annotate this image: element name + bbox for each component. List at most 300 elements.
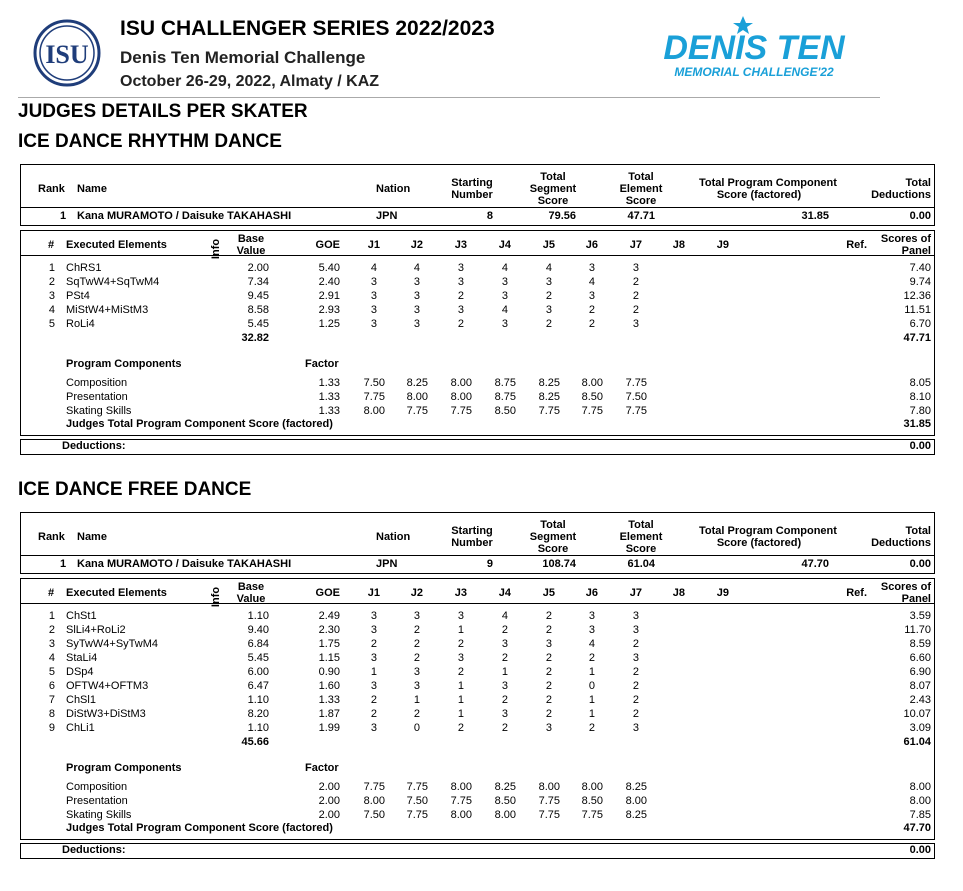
svg-text:MEMORIAL CHALLENGE'22: MEMORIAL CHALLENGE'22 bbox=[674, 65, 834, 79]
element-goe: 0.90 bbox=[318, 666, 340, 678]
element-judge-score: 1 bbox=[370, 666, 377, 678]
component-judge-score: 8.00 bbox=[363, 405, 385, 417]
element-judge-score: 3 bbox=[632, 262, 639, 274]
component-judge-score: 8.50 bbox=[494, 795, 516, 807]
base-value-total: 45.66 bbox=[241, 736, 269, 748]
element-base-value: 9.40 bbox=[247, 624, 269, 636]
component-judge-score: 7.75 bbox=[625, 405, 647, 417]
element-judge-score: 3 bbox=[501, 318, 508, 330]
element-judge-score: 2 bbox=[632, 304, 639, 316]
element-number: 4 bbox=[48, 652, 55, 664]
series-title: ISU CHALLENGER SERIES 2022/2023 bbox=[120, 17, 495, 40]
component-factor: 1.33 bbox=[318, 391, 340, 403]
element-judge-score: 2 bbox=[501, 722, 508, 734]
element-code: SlLi4+RoLi2 bbox=[66, 624, 126, 636]
judge-header-9: J9 bbox=[716, 239, 729, 251]
rank-header: Rank bbox=[38, 183, 65, 195]
component-judge-score: 8.25 bbox=[406, 377, 428, 389]
event-name: Denis Ten Memorial Challenge bbox=[120, 48, 366, 67]
element-judge-score: 3 bbox=[501, 290, 508, 302]
factor-header: Factor bbox=[305, 358, 339, 370]
component-judge-score: 8.75 bbox=[494, 391, 516, 403]
component-name: Composition bbox=[66, 377, 128, 389]
name-header: Name bbox=[77, 531, 107, 543]
event-dates: October 26-29, 2022, Almaty / KAZ bbox=[120, 73, 380, 90]
element-judge-score: 2 bbox=[457, 290, 464, 302]
element-judge-score: 2 bbox=[588, 318, 595, 330]
element-base-value: 6.47 bbox=[247, 680, 269, 692]
element-panel-score: 11.51 bbox=[904, 304, 931, 316]
element-panel-score: 3.09 bbox=[909, 722, 931, 734]
component-judge-score: 8.00 bbox=[450, 809, 472, 821]
component-judge-score: 7.50 bbox=[363, 377, 385, 389]
component-judge-score: 8.50 bbox=[581, 795, 603, 807]
element-goe: 1.75 bbox=[318, 638, 340, 650]
section-title: ICE DANCE RHYTHM DANCE bbox=[18, 131, 282, 152]
element-judge-score: 2 bbox=[632, 290, 639, 302]
element-number: 2 bbox=[48, 276, 55, 288]
element-goe: 1.87 bbox=[318, 708, 340, 720]
judge-header-4: J4 bbox=[498, 587, 511, 599]
judges-details-box bbox=[20, 578, 935, 840]
judge-header-7: J7 bbox=[629, 587, 642, 599]
element-judge-score: 3 bbox=[501, 276, 508, 288]
element-judge-score: 4 bbox=[413, 262, 420, 274]
denis-ten-logo bbox=[643, 14, 865, 80]
element-judge-score: 3 bbox=[413, 610, 420, 622]
element-judge-score: 2 bbox=[632, 638, 639, 650]
element-judge-score: 2 bbox=[457, 318, 464, 330]
element-judge-score: 3 bbox=[501, 680, 508, 692]
total-pcs-header: Total Program Component Score (factored) bbox=[699, 177, 837, 201]
element-code: SyTwW4+SyTwM4 bbox=[66, 638, 158, 650]
element-judge-score: 3 bbox=[588, 610, 595, 622]
element-goe: 1.25 bbox=[318, 318, 340, 330]
component-judge-score: 8.75 bbox=[494, 377, 516, 389]
element-code: ChSt1 bbox=[66, 610, 97, 622]
element-panel-score: 6.90 bbox=[909, 666, 931, 678]
element-code: ChSl1 bbox=[66, 694, 96, 706]
component-judge-score: 7.75 bbox=[406, 781, 428, 793]
element-judge-score: 3 bbox=[413, 318, 420, 330]
component-judge-score: 7.50 bbox=[406, 795, 428, 807]
element-base-value: 6.84 bbox=[247, 638, 269, 650]
element-judge-score: 2 bbox=[501, 624, 508, 636]
element-judge-score: 4 bbox=[588, 638, 595, 650]
element-judge-score: 3 bbox=[545, 638, 552, 650]
element-judge-score: 2 bbox=[370, 694, 377, 706]
component-panel-score: 8.00 bbox=[909, 795, 931, 807]
deductions-label: Deductions: bbox=[62, 844, 126, 856]
element-judge-score: 0 bbox=[413, 722, 420, 734]
element-judge-score: 3 bbox=[588, 624, 595, 636]
goe-header: GOE bbox=[315, 587, 340, 599]
deductions-value: 0.00 bbox=[909, 844, 931, 856]
element-panel-score: 8.07 bbox=[909, 680, 931, 692]
element-code: MiStW4+MiStM3 bbox=[66, 304, 149, 316]
skater-name: Kana MURAMOTO / Daisuke TAKAHASHI bbox=[77, 558, 292, 570]
name-header: Name bbox=[77, 183, 107, 195]
starting-number: 8 bbox=[486, 210, 493, 222]
component-judge-score: 8.00 bbox=[494, 809, 516, 821]
element-judge-score: 3 bbox=[413, 680, 420, 692]
element-judge-score: 1 bbox=[457, 694, 464, 706]
element-judge-score: 1 bbox=[457, 624, 464, 636]
executed-elements-header: Executed Elements bbox=[66, 587, 167, 599]
total-pcs-score: 31.85 bbox=[801, 210, 829, 222]
component-judge-score: 7.75 bbox=[363, 781, 385, 793]
element-judge-score: 2 bbox=[457, 666, 464, 678]
element-number: 1 bbox=[48, 610, 55, 622]
element-judge-score: 2 bbox=[545, 694, 552, 706]
component-judge-score: 7.75 bbox=[450, 405, 472, 417]
component-name: Presentation bbox=[66, 391, 128, 403]
judge-header-5: J5 bbox=[542, 587, 555, 599]
starting-number-header: Starting Number bbox=[451, 525, 493, 549]
element-judge-score: 3 bbox=[545, 722, 552, 734]
element-judge-score: 3 bbox=[632, 624, 639, 636]
element-judge-score: 3 bbox=[588, 262, 595, 274]
rank-header: Rank bbox=[38, 531, 65, 543]
base-value-total: 32.82 bbox=[241, 332, 269, 344]
element-base-value: 7.34 bbox=[247, 276, 269, 288]
judges-total-pcs-label: Judges Total Program Component Score (factored) bbox=[66, 822, 333, 834]
element-judge-score: 4 bbox=[545, 262, 552, 274]
executed-elements-header: Executed Elements bbox=[66, 239, 167, 251]
element-base-value: 1.10 bbox=[247, 694, 269, 706]
component-judge-score: 8.00 bbox=[538, 781, 560, 793]
element-judge-score: 2 bbox=[632, 276, 639, 288]
component-judge-score: 7.75 bbox=[538, 405, 560, 417]
element-goe: 5.40 bbox=[318, 262, 340, 274]
element-judge-score: 1 bbox=[588, 694, 595, 706]
svg-text:ISU: ISU bbox=[45, 40, 89, 69]
component-factor: 2.00 bbox=[318, 781, 340, 793]
judge-header-5: J5 bbox=[542, 239, 555, 251]
element-code: StaLi4 bbox=[66, 652, 98, 664]
element-number: 2 bbox=[48, 624, 55, 636]
total-segment-score: 108.74 bbox=[542, 558, 576, 570]
element-judge-score: 4 bbox=[501, 262, 508, 274]
component-judge-score: 8.50 bbox=[581, 391, 603, 403]
element-base-value: 5.45 bbox=[247, 652, 269, 664]
ref-header: Ref. bbox=[846, 239, 867, 251]
component-judge-score: 7.75 bbox=[406, 405, 428, 417]
element-judge-score: 3 bbox=[457, 276, 464, 288]
total-deductions: 0.00 bbox=[909, 210, 931, 222]
element-judge-score: 2 bbox=[588, 652, 595, 664]
element-code: PSt4 bbox=[66, 290, 90, 302]
nation-header: Nation bbox=[376, 531, 411, 543]
element-code: SqTwW4+SqTwM4 bbox=[66, 276, 160, 288]
total-segment-header: Total Segment Score bbox=[529, 171, 577, 207]
element-base-value: 5.45 bbox=[247, 318, 269, 330]
num-header: # bbox=[48, 239, 55, 251]
component-name: Skating Skills bbox=[66, 405, 132, 417]
isu-logo bbox=[33, 19, 101, 87]
details-header-rule bbox=[20, 255, 935, 256]
element-judge-score: 1 bbox=[501, 666, 508, 678]
element-judge-score: 2 bbox=[545, 666, 552, 678]
element-judge-score: 2 bbox=[501, 652, 508, 664]
element-base-value: 1.10 bbox=[247, 610, 269, 622]
element-base-value: 9.45 bbox=[247, 290, 269, 302]
element-goe: 1.33 bbox=[318, 694, 340, 706]
ref-header: Ref. bbox=[846, 587, 867, 599]
element-goe: 1.15 bbox=[318, 652, 340, 664]
header-rule bbox=[18, 97, 880, 98]
component-judge-score: 7.75 bbox=[581, 405, 603, 417]
component-judge-score: 8.00 bbox=[363, 795, 385, 807]
judge-header-9: J9 bbox=[716, 587, 729, 599]
element-judge-score: 4 bbox=[370, 262, 377, 274]
skater-rank: 1 bbox=[60, 558, 67, 570]
element-judge-score: 3 bbox=[632, 722, 639, 734]
skater-rank: 1 bbox=[60, 210, 67, 222]
element-judge-score: 3 bbox=[370, 304, 377, 316]
element-judge-score: 3 bbox=[370, 610, 377, 622]
element-goe: 2.40 bbox=[318, 276, 340, 288]
element-judge-score: 3 bbox=[370, 624, 377, 636]
component-judge-score: 8.25 bbox=[625, 781, 647, 793]
component-judge-score: 7.50 bbox=[363, 809, 385, 821]
element-base-value: 8.20 bbox=[247, 708, 269, 720]
element-number: 8 bbox=[48, 708, 55, 720]
element-judge-score: 2 bbox=[588, 304, 595, 316]
base-value-header: Base Value bbox=[236, 581, 266, 605]
element-panel-score: 6.70 bbox=[909, 318, 931, 330]
element-judge-score: 0 bbox=[588, 680, 595, 692]
component-judge-score: 8.00 bbox=[450, 377, 472, 389]
element-judge-score: 3 bbox=[501, 638, 508, 650]
page-title: JUDGES DETAILS PER SKATER bbox=[18, 101, 308, 122]
element-judge-score: 1 bbox=[457, 680, 464, 692]
judge-header-7: J7 bbox=[629, 239, 642, 251]
element-judge-score: 2 bbox=[370, 708, 377, 720]
element-number: 3 bbox=[48, 638, 55, 650]
nation-header: Nation bbox=[376, 183, 411, 195]
element-judge-score: 3 bbox=[545, 304, 552, 316]
element-goe: 2.30 bbox=[318, 624, 340, 636]
element-judge-score: 2 bbox=[413, 652, 420, 664]
starting-number: 9 bbox=[486, 558, 493, 570]
starting-number-header: Starting Number bbox=[451, 177, 493, 201]
element-judge-score: 3 bbox=[370, 680, 377, 692]
component-judge-score: 8.25 bbox=[494, 781, 516, 793]
component-factor: 1.33 bbox=[318, 405, 340, 417]
tes-total: 61.04 bbox=[903, 736, 931, 748]
element-code: OFTW4+OFTM3 bbox=[66, 680, 149, 692]
deductions-value: 0.00 bbox=[909, 440, 931, 452]
judge-header-6: J6 bbox=[585, 587, 598, 599]
details-header-rule bbox=[20, 603, 935, 604]
component-judge-score: 7.75 bbox=[538, 795, 560, 807]
judge-header-4: J4 bbox=[498, 239, 511, 251]
component-panel-score: 8.05 bbox=[909, 377, 931, 389]
skater-name: Kana MURAMOTO / Daisuke TAKAHASHI bbox=[77, 210, 292, 222]
element-goe: 1.60 bbox=[318, 680, 340, 692]
info-header: Info bbox=[210, 238, 223, 260]
element-judge-score: 3 bbox=[413, 666, 420, 678]
element-base-value: 1.10 bbox=[247, 722, 269, 734]
judge-header-8: J8 bbox=[672, 587, 685, 599]
total-deductions-header: Total Deductions bbox=[871, 525, 931, 549]
element-judge-score: 1 bbox=[457, 708, 464, 720]
element-judge-score: 2 bbox=[457, 722, 464, 734]
element-number: 4 bbox=[48, 304, 55, 316]
element-goe: 1.99 bbox=[318, 722, 340, 734]
element-judge-score: 2 bbox=[545, 708, 552, 720]
element-judge-score: 3 bbox=[457, 304, 464, 316]
base-value-header: Base Value bbox=[236, 233, 266, 257]
component-judge-score: 8.50 bbox=[494, 405, 516, 417]
component-judge-score: 7.75 bbox=[625, 377, 647, 389]
deductions-box bbox=[20, 843, 935, 859]
component-judge-score: 7.75 bbox=[363, 391, 385, 403]
element-base-value: 6.00 bbox=[247, 666, 269, 678]
element-judge-score: 3 bbox=[413, 290, 420, 302]
num-header: # bbox=[48, 587, 55, 599]
element-number: 6 bbox=[48, 680, 55, 692]
program-components-header: Program Components bbox=[66, 358, 182, 370]
element-judge-score: 4 bbox=[501, 304, 508, 316]
judge-header-2: J2 bbox=[410, 587, 423, 599]
element-judge-score: 3 bbox=[370, 652, 377, 664]
element-judge-score: 3 bbox=[457, 652, 464, 664]
element-judge-score: 3 bbox=[370, 318, 377, 330]
component-factor: 2.00 bbox=[318, 809, 340, 821]
scores-of-panel-header: Scores of Panel bbox=[880, 581, 931, 605]
component-judge-score: 7.50 bbox=[625, 391, 647, 403]
element-judge-score: 2 bbox=[632, 666, 639, 678]
element-judge-score: 2 bbox=[413, 708, 420, 720]
judges-total-pcs-label: Judges Total Program Component Score (factored) bbox=[66, 418, 333, 430]
element-judge-score: 2 bbox=[413, 624, 420, 636]
element-judge-score: 2 bbox=[545, 652, 552, 664]
element-panel-score: 9.74 bbox=[909, 276, 931, 288]
total-element-header: Total Element Score bbox=[619, 519, 663, 555]
total-deductions: 0.00 bbox=[909, 558, 931, 570]
total-element-header: Total Element Score bbox=[619, 171, 663, 207]
component-factor: 2.00 bbox=[318, 795, 340, 807]
judge-header-1: J1 bbox=[367, 587, 380, 599]
element-judge-score: 3 bbox=[545, 276, 552, 288]
element-panel-score: 6.60 bbox=[909, 652, 931, 664]
element-judge-score: 2 bbox=[457, 638, 464, 650]
total-segment-score: 79.56 bbox=[548, 210, 576, 222]
element-judge-score: 3 bbox=[632, 610, 639, 622]
element-code: RoLi4 bbox=[66, 318, 95, 330]
scores-of-panel-header: Scores of Panel bbox=[880, 233, 931, 257]
element-panel-score: 2.43 bbox=[909, 694, 931, 706]
component-judge-score: 8.25 bbox=[538, 377, 560, 389]
total-segment-header: Total Segment Score bbox=[529, 519, 577, 555]
component-judge-score: 8.00 bbox=[581, 377, 603, 389]
element-judge-score: 1 bbox=[588, 666, 595, 678]
element-judge-score: 4 bbox=[588, 276, 595, 288]
skater-row-rule bbox=[20, 207, 935, 208]
element-code: ChLi1 bbox=[66, 722, 95, 734]
deductions-label: Deductions: bbox=[62, 440, 126, 452]
component-panel-score: 7.85 bbox=[909, 809, 931, 821]
element-judge-score: 3 bbox=[457, 610, 464, 622]
element-judge-score: 2 bbox=[545, 290, 552, 302]
element-judge-score: 3 bbox=[370, 290, 377, 302]
element-judge-score: 3 bbox=[501, 708, 508, 720]
element-judge-score: 2 bbox=[545, 680, 552, 692]
element-panel-score: 10.07 bbox=[903, 708, 931, 720]
element-base-value: 2.00 bbox=[247, 262, 269, 274]
component-factor: 1.33 bbox=[318, 377, 340, 389]
element-code: DiStW3+DiStM3 bbox=[66, 708, 146, 720]
skater-row-rule bbox=[20, 555, 935, 556]
element-judge-score: 3 bbox=[370, 722, 377, 734]
goe-header: GOE bbox=[315, 239, 340, 251]
component-judge-score: 8.00 bbox=[406, 391, 428, 403]
element-judge-score: 2 bbox=[501, 694, 508, 706]
judge-header-1: J1 bbox=[367, 239, 380, 251]
element-judge-score: 2 bbox=[370, 638, 377, 650]
factor-header: Factor bbox=[305, 762, 339, 774]
element-number: 5 bbox=[48, 318, 55, 330]
total-element-score: 47.71 bbox=[627, 210, 655, 222]
judge-header-3: J3 bbox=[454, 239, 467, 251]
component-panel-score: 8.00 bbox=[909, 781, 931, 793]
component-judge-score: 7.75 bbox=[581, 809, 603, 821]
element-judge-score: 3 bbox=[457, 262, 464, 274]
element-judge-score: 2 bbox=[632, 708, 639, 720]
element-goe: 2.91 bbox=[318, 290, 340, 302]
component-judge-score: 8.00 bbox=[625, 795, 647, 807]
total-pcs-score: 47.70 bbox=[801, 558, 829, 570]
program-components-header: Program Components bbox=[66, 762, 182, 774]
element-panel-score: 7.40 bbox=[909, 262, 931, 274]
element-judge-score: 3 bbox=[632, 652, 639, 664]
element-panel-score: 11.70 bbox=[904, 624, 931, 636]
element-judge-score: 1 bbox=[413, 694, 420, 706]
element-judge-score: 2 bbox=[545, 318, 552, 330]
tes-total: 47.71 bbox=[903, 332, 931, 344]
judges-total-pcs-value: 31.85 bbox=[903, 418, 931, 430]
component-name: Composition bbox=[66, 781, 128, 793]
element-number: 9 bbox=[48, 722, 55, 734]
element-number: 5 bbox=[48, 666, 55, 678]
element-code: ChRS1 bbox=[66, 262, 102, 274]
judge-header-3: J3 bbox=[454, 587, 467, 599]
section-title: ICE DANCE FREE DANCE bbox=[18, 479, 252, 500]
component-judge-score: 8.00 bbox=[450, 781, 472, 793]
judge-header-8: J8 bbox=[672, 239, 685, 251]
element-number: 7 bbox=[48, 694, 55, 706]
element-panel-score: 8.59 bbox=[909, 638, 931, 650]
component-judge-score: 7.75 bbox=[450, 795, 472, 807]
element-panel-score: 3.59 bbox=[909, 610, 931, 622]
skater-nation: JPN bbox=[376, 210, 398, 222]
element-panel-score: 12.36 bbox=[903, 290, 931, 302]
element-goe: 2.49 bbox=[318, 610, 340, 622]
skater-nation: JPN bbox=[376, 558, 398, 570]
component-judge-score: 8.25 bbox=[625, 809, 647, 821]
info-header: Info bbox=[210, 586, 223, 608]
element-number: 1 bbox=[48, 262, 55, 274]
element-judge-score: 3 bbox=[370, 276, 377, 288]
component-judge-score: 8.00 bbox=[450, 391, 472, 403]
total-deductions-header: Total Deductions bbox=[871, 177, 931, 201]
element-judge-score: 1 bbox=[588, 708, 595, 720]
element-judge-score: 2 bbox=[413, 638, 420, 650]
element-judge-score: 2 bbox=[545, 610, 552, 622]
component-panel-score: 8.10 bbox=[909, 391, 931, 403]
